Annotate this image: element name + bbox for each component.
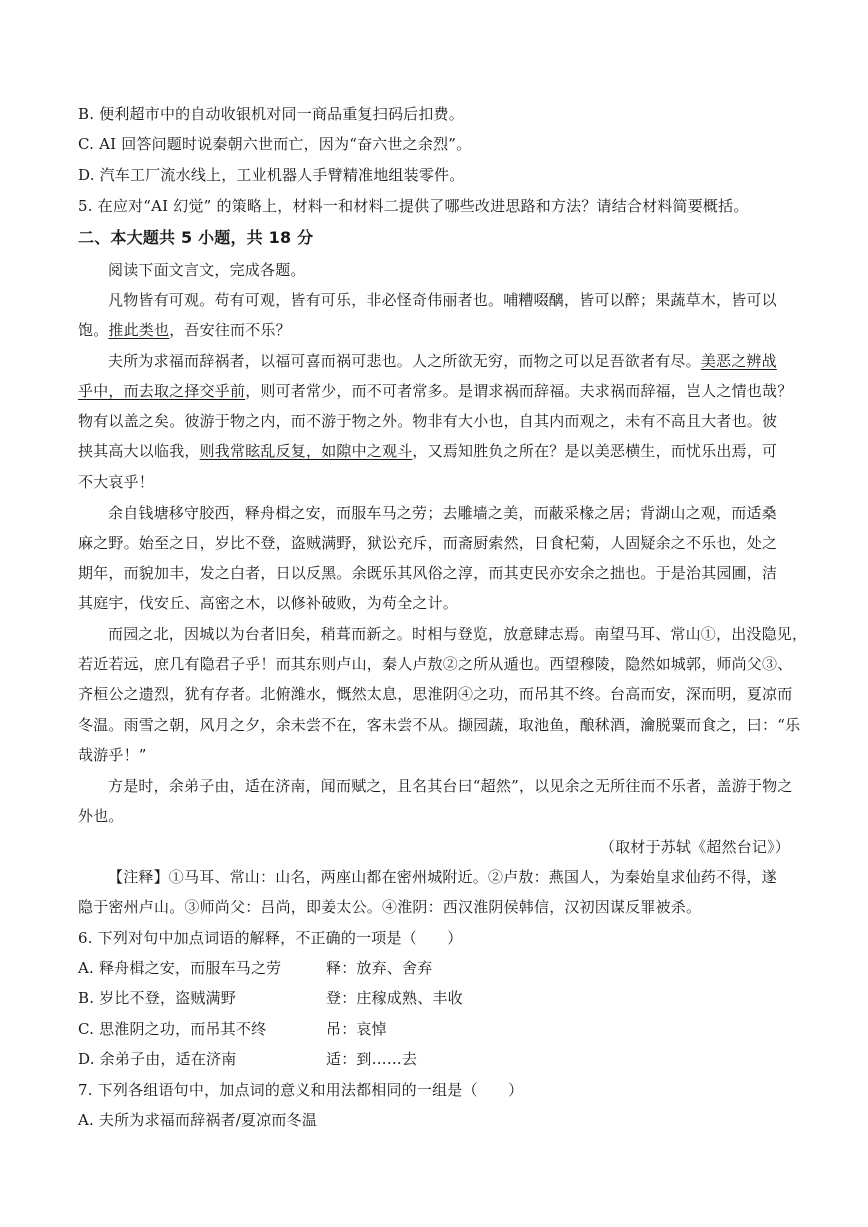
annotation-line: 隐于密州卢山。③师尚父：吕尚，即姜太公。④淮阴：西汉淮阴侯韩信，汉初因谋反罪被杀。 — [78, 898, 702, 916]
option-sentence: B. 岁比不登，盗贼满野 — [78, 989, 236, 1007]
option-sentence: D. 余弟子由，适在济南 — [78, 1050, 237, 1068]
annotation-line: 【注释】①马耳、常山：山名，两座山都在密州城附近。②卢敖：燕国人，为秦始皇求仙药不得，遂 — [108, 868, 777, 886]
underlined-phrase: 美恶之辨战 — [700, 352, 777, 370]
passage-line: 不大哀乎！ — [78, 473, 155, 491]
passage-text: 饱。 — [78, 321, 109, 339]
question-6: 6. 下列对句中加点词语的解释，不正确的一项是（ ） — [78, 929, 463, 947]
question-7: 7. 下列各组语句中，加点词的意义和用法都相同的一组是（ ） — [78, 1081, 524, 1099]
reading-instruction: 阅读下面文言文，完成各题。 — [108, 261, 306, 279]
option-c-text: C. AI 回答问题时说秦朝六世而亡，因为“奋六世之余烈”。 — [78, 135, 472, 153]
passage-line — [108, 351, 790, 371]
passage-text: ，又焉知胜负之所在？是以美恶横生，而忧乐出焉，可 — [412, 442, 778, 460]
passage-line: 期年，而貌加丰，发之白者，日以反黑。余既乐其风俗之淳，而其吏民亦安余之拙也。于是治其园圃，洁 — [78, 564, 778, 582]
passage-line: 麻之野。始至之日，岁比不登，盗贼满野，狱讼充斥，而斋厨索然，日食杞菊，人固疑余之不乐也，处之 — [78, 534, 778, 552]
passage-line — [78, 320, 790, 340]
option-sentence: C. 思淮阴之功，而吊其不终 — [78, 1020, 267, 1038]
passage-line: 齐桓公之遗烈，犹有存者。北俯潍水，慨然太息，思淮阴④之功，而吊其不终。台高而安，深而明，夏凉而 — [78, 685, 793, 703]
q6-option-c — [78, 1019, 790, 1039]
passage-line: 哉游乎！” — [78, 746, 147, 764]
passage-line: 余自钱塘移守胶西，释舟楫之安，而服车马之劳；去雕墙之美，而蔽采椽之居；背湖山之观，而适桑 — [108, 504, 777, 522]
passage-line: 外也。 — [78, 807, 124, 825]
passage-line: 若近若远，庶几有隐君子乎！而其东则卢山，秦人卢敖②之所从遁也。西望穆陵，隐然如城郭，师尚父③、 — [78, 655, 793, 673]
option-gloss: 适：到……去 — [326, 1050, 418, 1068]
option-d-text: D. 汽车工厂流水线上，工业机器人手臂精准地组装零件。 — [78, 166, 465, 184]
passage-line: 凡物皆有可观。苟有可观，皆有可乐，非必怪奇伟丽者也。哺糟啜醨，皆可以醉；果蔬草木，皆可以 — [108, 291, 777, 309]
option-sentence: A. 释舟楫之安，而服车马之劳 — [78, 959, 282, 977]
passage-line: 冬温。雨雪之朝，风月之夕，余未尝不在，客未尝不从。撷园蔬，取池鱼，酿秫酒，瀹脱粟而食之，曰：“乐 — [78, 716, 801, 734]
passage-text: ，吾安往而不乐？ — [169, 321, 291, 339]
passage-line: 而园之北，因城以为台者旧矣，稍葺而新之。时相与登览，放意肆志焉。南望马耳、常山①，出没隐见， — [108, 625, 808, 643]
passage-line: 物有以盖之矣。彼游于物之内，而不游于物之外。物非有大小也，自其内而观之，未有不高且大者也。彼 — [78, 412, 778, 430]
passage-line: 其庭宇，伐安丘、高密之木，以修补破败，为苟全之计。 — [78, 594, 459, 612]
underlined-phrase: 乎中，而去取之择交乎前 — [78, 382, 246, 400]
option-gloss: 释：放弃、舍弃 — [326, 959, 433, 977]
q6-option-b — [78, 988, 790, 1008]
q7-option-a: A. 夫所为求福而辞祸者/夏凉而冬温 — [78, 1111, 318, 1129]
passage-text: ，则可者常少，而不可者常多。是谓求祸而辞福。夫求祸而辞福，岂人之情也哉？ — [245, 382, 793, 400]
q6-option-a — [78, 958, 790, 978]
section-two-heading: 二、本大题共 5 小题，共 18 分 — [78, 228, 314, 247]
question-5: 5. 在应对“AI 幻觉” 的策略上，材料一和材料二提供了哪些改进思路和方法？请结合材料简要概括。 — [78, 197, 749, 215]
passage-line: 方是时，余弟子由，适在济南，闻而赋之，且名其台曰“超然”，以见余之无所往而不乐者，盖游于物之 — [108, 777, 793, 795]
passage-text: 挟其高大以临我， — [78, 442, 200, 460]
underlined-phrase: 推此类也 — [108, 321, 170, 339]
option-gloss: 吊：哀悼 — [326, 1020, 387, 1038]
passage-source: （取材于苏轼《超然台记》） — [599, 838, 790, 856]
underlined-phrase: 则我常眩乱反复，如隙中之观斗 — [199, 442, 413, 460]
passage-line — [78, 441, 790, 461]
option-b-text: B. 便利超市中的自动收银机对同一商品重复扫码后扣费。 — [78, 105, 464, 123]
option-gloss: 登：庄稼成熟、丰收 — [326, 989, 463, 1007]
passage-line — [78, 381, 793, 401]
q6-option-d — [78, 1049, 790, 1069]
passage-text: 夫所为求福而辞祸者，以福可喜而祸可悲也。人之所欲无穷，而物之可以足吾欲者有尽。 — [108, 352, 701, 370]
